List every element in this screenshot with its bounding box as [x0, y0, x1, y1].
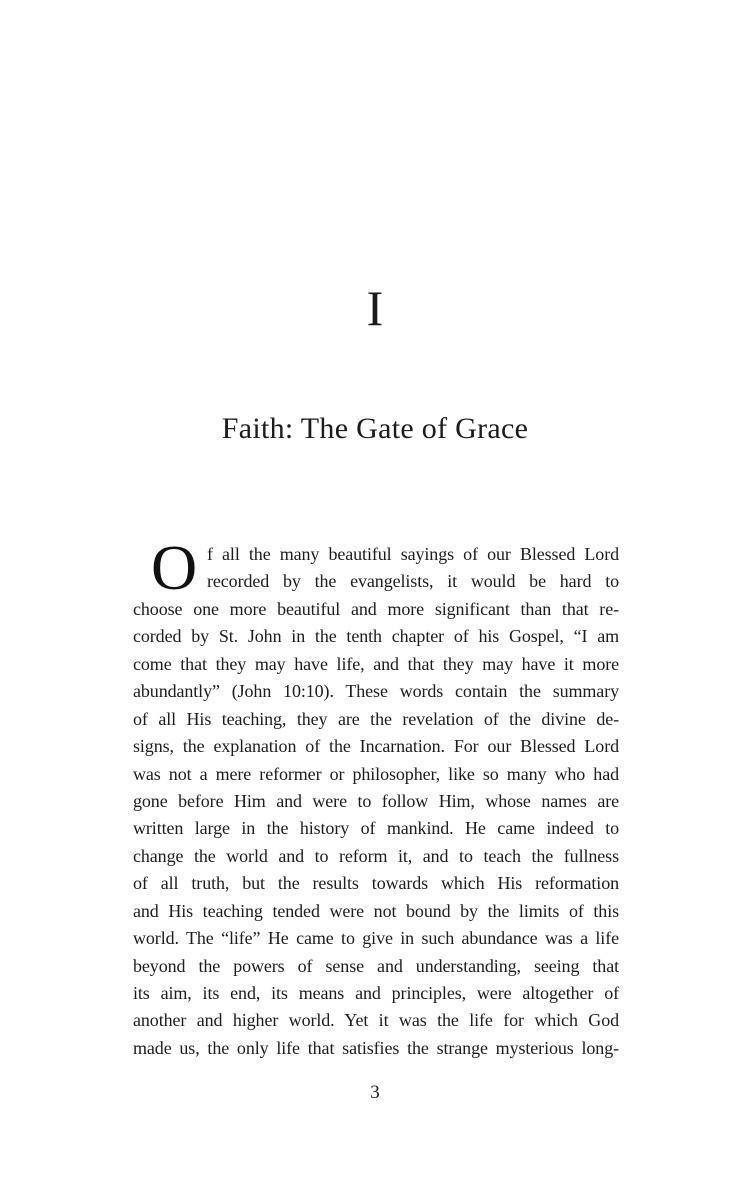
text-line: signs, the explanation of the Incarnation. For our Blessed Lord	[133, 736, 619, 757]
chapter-title: Faith: The Gate of Grace	[221, 412, 529, 445]
text-line: abundantly” (John 10:10). These words contain the summary	[133, 681, 619, 702]
text-line: and His teaching tended were not bound by the limits of this	[133, 900, 619, 921]
page-number: 3	[370, 1082, 380, 1103]
text-line: written large in the history of mankind. He came indeed to	[133, 818, 619, 839]
drop-cap: O	[151, 532, 198, 603]
text-line: choose one more beautiful and more significant than that re-	[133, 598, 619, 619]
text-line: of all His teaching, they are the revelation of the divine de-	[133, 708, 619, 729]
text-line: f all the many beautiful sayings of our Blessed Lord	[207, 544, 619, 564]
chapter-number: I	[366, 280, 384, 336]
text-line: its aim, its end, its means and principles, were altogether of	[133, 983, 619, 1003]
text-line: was not a mere reformer or philosopher, like so many who had	[133, 763, 619, 784]
text-line: of all truth, but the results towards which His reformation	[133, 873, 619, 894]
text-line: change the world and to reform it, and to teach the fullness	[133, 845, 619, 866]
text-line: come that they may have life, and that they may have it more	[133, 653, 619, 674]
body-paragraph	[133, 532, 619, 1062]
text-line: world. The “life” He came to give in such abundance was a life	[133, 928, 619, 949]
body-lines	[133, 532, 619, 1062]
text-line: another and higher world. Yet it was the life for which God	[133, 1010, 619, 1031]
text-line: beyond the powers of sense and understanding, seeing that	[133, 955, 619, 976]
text-line: corded by St. John in the tenth chapter of his Gospel, “I am	[133, 626, 619, 647]
text-line: gone before Him and were to follow Him, whose names are	[133, 790, 619, 811]
text-line: recorded by the evangelists, it would be hard to	[207, 571, 619, 592]
text-line: made us, the only life that satisfies the strange mysterious long-	[133, 1037, 619, 1058]
